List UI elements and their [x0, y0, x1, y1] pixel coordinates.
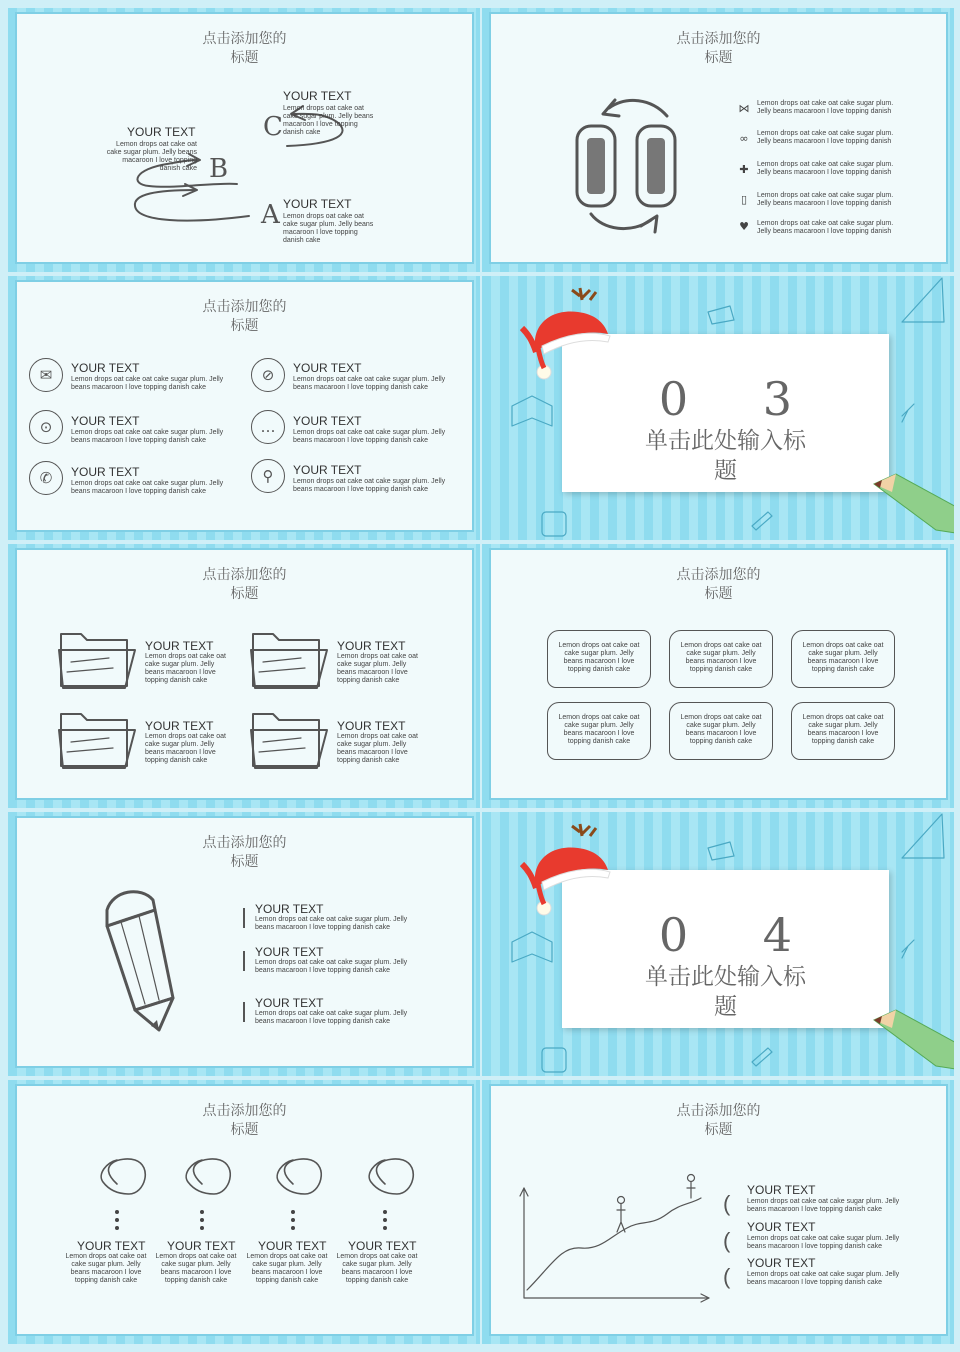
- item-title[interactable]: YOUR TEXT: [167, 1239, 236, 1253]
- list-item-body[interactable]: Lemon drops oat cake oat cake sugar plum. Jelly beans macaroon I love topping danish: [757, 130, 894, 145]
- slide-title[interactable]: 点击添加您的 标题: [202, 299, 287, 334]
- santa-hat-icon: [520, 822, 620, 922]
- slide-card: [491, 550, 946, 798]
- bubble-sketches: [17, 1086, 472, 1334]
- item-divider: [243, 951, 245, 971]
- text-box[interactable]: [547, 630, 651, 688]
- item-title[interactable]: YOUR TEXT: [71, 361, 140, 375]
- box-body: Lemon drops oat cake oat cake sugar plum. Jelly beans macaroon I love topping danish cake: [680, 714, 762, 745]
- item-body[interactable]: Lemon drops oat cake oat cake sugar plum. Jelly beans macaroon I love topping danish cake: [71, 376, 224, 391]
- text-box[interactable]: [669, 702, 773, 760]
- item-curl-icon: (: [723, 1264, 731, 1289]
- slide-card: [491, 1086, 946, 1334]
- item-body[interactable]: Lemon drops oat cake oat cake sugar plum. Jelly beans macaroon I love topping danish cake: [747, 1271, 900, 1286]
- box-body: Lemon drops oat cake oat cake sugar plum. Jelly beans macaroon I love topping danish cake: [558, 714, 640, 745]
- section-title[interactable]: 单击此处输入标 题: [645, 428, 806, 484]
- item-body[interactable]: Lemon drops oat cake oat cake sugar plum. Jelly beans macaroon I love topping danish cake: [283, 105, 374, 136]
- text-box[interactable]: [791, 702, 895, 760]
- item-divider: [243, 908, 245, 928]
- item-body[interactable]: Lemon drops oat cake oat cake sugar plum. Jelly beans macaroon I love topping danish cake: [293, 429, 446, 444]
- item-body[interactable]: Lemon drops oat cake oat cake sugar plum. Jelly beans macaroon I love topping danish cake: [145, 733, 226, 764]
- item-body[interactable]: Lemon drops oat cake oat cake sugar plum. Jelly beans macaroon I love topping danish cake: [246, 1253, 328, 1284]
- slide-title[interactable]: 点击添加您的 标题: [202, 567, 287, 602]
- item-title[interactable]: YOUR TEXT: [293, 463, 362, 477]
- slide-title[interactable]: 点击添加您的 标题: [202, 1103, 287, 1138]
- slide-4-section[interactable]: [482, 276, 954, 540]
- item-body[interactable]: Lemon drops oat cake oat cake sugar plum. Jelly beans macaroon I love topping danish cake: [106, 141, 197, 172]
- slide-6[interactable]: [482, 544, 954, 808]
- item-title[interactable]: YOUR TEXT: [293, 361, 362, 375]
- bow-icon: ⋈: [738, 102, 750, 115]
- item-title[interactable]: YOUR TEXT: [77, 1239, 146, 1253]
- list-item-body[interactable]: Lemon drops oat cake oat cake sugar plum. Jelly beans macaroon I love topping danish: [757, 220, 894, 235]
- letter-c: C: [263, 112, 283, 142]
- item-body[interactable]: Lemon drops oat cake oat cake sugar plum. Jelly beans macaroon I love topping danish cake: [337, 733, 418, 764]
- slide-1[interactable]: [8, 8, 480, 272]
- list-item-body[interactable]: Lemon drops oat cake oat cake sugar plum. Jelly beans macaroon I love topping danish: [757, 192, 894, 207]
- section-number[interactable]: 0 4: [658, 908, 823, 962]
- item-title[interactable]: YOUR TEXT: [747, 1183, 816, 1197]
- phone-icon: ✆: [29, 461, 63, 495]
- slide-10[interactable]: [482, 1080, 954, 1344]
- item-body[interactable]: Lemon drops oat cake oat cake sugar plum. Jelly beans macaroon I love topping danish cake: [293, 478, 446, 493]
- item-title[interactable]: YOUR TEXT: [258, 1239, 327, 1253]
- santa-hat-icon: [520, 286, 620, 386]
- item-title[interactable]: YOUR TEXT: [127, 125, 196, 139]
- slide-5[interactable]: [8, 544, 480, 808]
- slide-8-section[interactable]: [482, 812, 954, 1076]
- box-body: Lemon drops oat cake oat cake sugar plum. Jelly beans macaroon I love topping danish cake: [558, 642, 640, 673]
- item-title[interactable]: YOUR TEXT: [293, 414, 362, 428]
- chat-icon: …: [251, 410, 285, 444]
- list-item-body[interactable]: Lemon drops oat cake oat cake sugar plum. Jelly beans macaroon I love topping danish: [757, 100, 894, 115]
- text-box[interactable]: [791, 630, 895, 688]
- item-body[interactable]: Lemon drops oat cake oat cake sugar plum. Jelly beans macaroon I love topping danish cake: [255, 916, 408, 931]
- battery-icon: ▯: [740, 193, 748, 206]
- slide-3[interactable]: [8, 276, 480, 540]
- pin-icon: ⚲: [251, 459, 285, 493]
- item-body[interactable]: Lemon drops oat cake oat cake sugar plum. Jelly beans macaroon I love topping danish cake: [747, 1198, 900, 1213]
- item-body[interactable]: Lemon drops oat cake oat cake sugar plum. Jelly beans macaroon I love topping danish cake: [145, 653, 226, 684]
- item-title[interactable]: YOUR TEXT: [145, 639, 214, 653]
- box-body: Lemon drops oat cake oat cake sugar plum. Jelly beans macaroon I love topping danish cake: [802, 714, 884, 745]
- glasses-icon: ∞: [739, 132, 749, 145]
- box-body: Lemon drops oat cake oat cake sugar plum. Jelly beans macaroon I love topping danish cake: [680, 642, 762, 673]
- slide-7[interactable]: [8, 812, 480, 1076]
- slide-title[interactable]: 点击添加您的 标题: [676, 1103, 761, 1138]
- item-title[interactable]: YOUR TEXT: [283, 197, 352, 211]
- section-title[interactable]: 单击此处输入标 题: [645, 964, 806, 1020]
- text-box[interactable]: [547, 702, 651, 760]
- slide-title[interactable]: 点击添加您的 标题: [202, 31, 287, 66]
- pencil-icon: [866, 1006, 954, 1076]
- item-title[interactable]: YOUR TEXT: [283, 89, 352, 103]
- item-divider: [243, 1002, 245, 1022]
- item-title[interactable]: YOUR TEXT: [255, 945, 324, 959]
- slide-card: [17, 282, 472, 530]
- bandage-icon: ✚: [739, 163, 749, 176]
- abc-arrow-drawing: [17, 14, 472, 262]
- item-title[interactable]: YOUR TEXT: [747, 1220, 816, 1234]
- item-body[interactable]: Lemon drops oat cake oat cake sugar plum. Jelly beans macaroon I love topping danish cake: [283, 213, 374, 244]
- slide-card: [17, 14, 472, 262]
- item-title[interactable]: YOUR TEXT: [145, 719, 214, 733]
- slide-card: [491, 14, 946, 262]
- slide-card: [17, 818, 472, 1066]
- item-body[interactable]: Lemon drops oat cake oat cake sugar plum. Jelly beans macaroon I love topping danish cake: [337, 653, 418, 684]
- pencil-sketch-icon: [17, 818, 472, 1066]
- item-body[interactable]: Lemon drops oat cake oat cake sugar plum. Jelly beans macaroon I love topping danish cake: [336, 1253, 418, 1284]
- item-body[interactable]: Lemon drops oat cake oat cake sugar plum. Jelly beans macaroon I love topping danish cake: [747, 1235, 900, 1250]
- heart-icon: ♥: [739, 220, 749, 233]
- item-title[interactable]: YOUR TEXT: [71, 465, 140, 479]
- item-body[interactable]: Lemon drops oat cake oat cake sugar plum. Jelly beans macaroon I love topping danish cake: [255, 1010, 408, 1025]
- letter-b: B: [209, 154, 229, 184]
- item-title[interactable]: YOUR TEXT: [337, 639, 406, 653]
- item-body[interactable]: Lemon drops oat cake oat cake sugar plum. Jelly beans macaroon I love topping danish cake: [65, 1253, 147, 1284]
- slide-title[interactable]: 点击添加您的 标题: [676, 567, 761, 602]
- list-item-body[interactable]: Lemon drops oat cake oat cake sugar plum. Jelly beans macaroon I love topping danish: [757, 161, 894, 176]
- slide-2[interactable]: [482, 8, 954, 272]
- pencil-icon: [866, 470, 954, 540]
- slide-card: [17, 550, 472, 798]
- item-title[interactable]: YOUR TEXT: [337, 719, 406, 733]
- slide-card: [17, 1086, 472, 1334]
- paperclip-icon: ⊘: [251, 358, 285, 392]
- item-body[interactable]: Lemon drops oat cake oat cake sugar plum. Jelly beans macaroon I love topping danish cake: [155, 1253, 237, 1284]
- item-title[interactable]: YOUR TEXT: [747, 1256, 816, 1270]
- item-curl-icon: (: [723, 1228, 731, 1253]
- letter-a: A: [261, 200, 280, 230]
- slide-title[interactable]: 点击添加您的 标题: [202, 835, 287, 870]
- item-title[interactable]: YOUR TEXT: [348, 1239, 417, 1253]
- item-body[interactable]: Lemon drops oat cake oat cake sugar plum. Jelly beans macaroon I love topping danish cake: [71, 480, 224, 495]
- item-body[interactable]: Lemon drops oat cake oat cake sugar plum. Jelly beans macaroon I love topping danish cake: [255, 959, 408, 974]
- text-box[interactable]: [669, 630, 773, 688]
- slide-9[interactable]: [8, 1080, 480, 1344]
- box-body: Lemon drops oat cake oat cake sugar plum. Jelly beans macaroon I love topping danish cake: [802, 642, 884, 673]
- mouse-icon: ⊙: [29, 410, 63, 444]
- item-title[interactable]: YOUR TEXT: [71, 414, 140, 428]
- envelope-icon: ✉: [29, 358, 63, 392]
- slide-title[interactable]: 点击添加您的 标题: [676, 31, 761, 66]
- item-body[interactable]: Lemon drops oat cake oat cake sugar plum. Jelly beans macaroon I love topping danish cake: [71, 429, 224, 444]
- item-title[interactable]: YOUR TEXT: [255, 902, 324, 916]
- section-number[interactable]: 0 3: [658, 372, 823, 426]
- item-curl-icon: (: [723, 1191, 731, 1216]
- item-body[interactable]: Lemon drops oat cake oat cake sugar plum. Jelly beans macaroon I love topping danish cake: [293, 376, 446, 391]
- item-title[interactable]: YOUR TEXT: [255, 996, 324, 1010]
